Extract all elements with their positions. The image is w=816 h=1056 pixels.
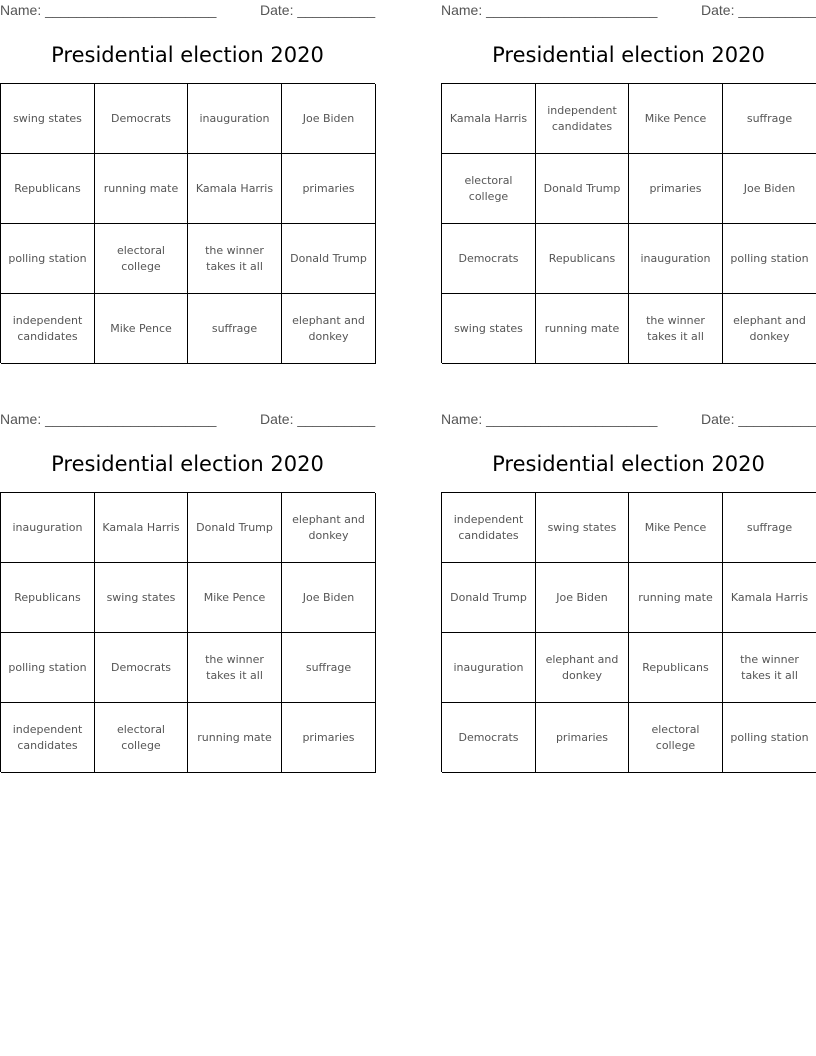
bingo-cell: swing states: [1, 84, 95, 154]
bingo-cell: independent candidates: [442, 493, 536, 563]
bingo-cell: primaries: [629, 154, 723, 224]
bingo-cell: Republicans: [1, 154, 95, 224]
bingo-cell: suffrage: [282, 633, 376, 703]
name-field-label: Name: ______________________: [0, 2, 217, 18]
bingo-cell: polling station: [1, 633, 95, 703]
bingo-cell: independent candidates: [1, 703, 95, 773]
bingo-cell: Kamala Harris: [95, 493, 188, 563]
bingo-cell: Joe Biden: [282, 84, 376, 154]
bingo-cell: elephant and donkey: [723, 294, 816, 364]
bingo-cell: Kamala Harris: [188, 154, 282, 224]
bingo-cell: primaries: [536, 703, 629, 773]
bingo-grid: [441, 83, 816, 363]
bingo-cell: Republicans: [629, 633, 723, 703]
bingo-cell: the winner takes it all: [723, 633, 816, 703]
bingo-cell: Donald Trump: [188, 493, 282, 563]
bingo-cell: suffrage: [723, 493, 816, 563]
bingo-cell: Democrats: [442, 703, 536, 773]
date-field-label: Date: __________: [260, 411, 376, 427]
bingo-cell: Donald Trump: [536, 154, 629, 224]
bingo-cell: primaries: [282, 703, 376, 773]
bingo-cell: inauguration: [188, 84, 282, 154]
card-title: Presidential election 2020: [492, 452, 765, 476]
name-field-label: Name: ______________________: [0, 411, 217, 427]
bingo-grid: [441, 492, 816, 772]
bingo-cell: Republicans: [536, 224, 629, 294]
bingo-cell: running mate: [188, 703, 282, 773]
bingo-cell: polling station: [723, 703, 816, 773]
bingo-cell: inauguration: [442, 633, 536, 703]
bingo-cell: Joe Biden: [723, 154, 816, 224]
bingo-grid: [0, 83, 375, 363]
date-field-label: Date: __________: [701, 2, 816, 18]
bingo-cell: Democrats: [442, 224, 536, 294]
bingo-cell: Mike Pence: [629, 84, 723, 154]
bingo-cell: electoral college: [442, 154, 536, 224]
card-title: Presidential election 2020: [492, 43, 765, 67]
bingo-cell: swing states: [442, 294, 536, 364]
bingo-cell: polling station: [1, 224, 95, 294]
bingo-cell: elephant and donkey: [282, 493, 376, 563]
name-field-label: Name: ______________________: [441, 411, 658, 427]
bingo-cell: inauguration: [629, 224, 723, 294]
bingo-cell: the winner takes it all: [188, 224, 282, 294]
bingo-cell: Kamala Harris: [442, 84, 536, 154]
bingo-cell: Donald Trump: [442, 563, 536, 633]
bingo-card-4: [441, 409, 816, 774]
bingo-cell: the winner takes it all: [188, 633, 282, 703]
bingo-cell: independent candidates: [1, 294, 95, 364]
bingo-cell: Mike Pence: [95, 294, 188, 364]
bingo-cell: running mate: [95, 154, 188, 224]
bingo-cell: elephant and donkey: [282, 294, 376, 364]
bingo-cell: swing states: [536, 493, 629, 563]
bingo-cell: Mike Pence: [629, 493, 723, 563]
bingo-cell: Democrats: [95, 633, 188, 703]
bingo-cell: Joe Biden: [282, 563, 376, 633]
bingo-grid: [0, 492, 375, 772]
bingo-cell: swing states: [95, 563, 188, 633]
bingo-cell: Donald Trump: [282, 224, 376, 294]
bingo-cell: inauguration: [1, 493, 95, 563]
bingo-cell: Joe Biden: [536, 563, 629, 633]
bingo-cell: primaries: [282, 154, 376, 224]
bingo-card-3: [0, 409, 375, 774]
bingo-cell: suffrage: [723, 84, 816, 154]
bingo-cell: independent candidates: [536, 84, 629, 154]
date-field-label: Date: __________: [701, 411, 816, 427]
bingo-cell: electoral college: [629, 703, 723, 773]
name-field-label: Name: ______________________: [441, 2, 658, 18]
bingo-card-2: [441, 0, 816, 365]
card-title: Presidential election 2020: [51, 452, 324, 476]
card-title: Presidential election 2020: [51, 43, 324, 67]
bingo-card-1: [0, 0, 375, 365]
bingo-cell: Republicans: [1, 563, 95, 633]
bingo-cell: Democrats: [95, 84, 188, 154]
bingo-cell: Kamala Harris: [723, 563, 816, 633]
date-field-label: Date: __________: [260, 2, 376, 18]
bingo-cell: running mate: [536, 294, 629, 364]
bingo-cell: Mike Pence: [188, 563, 282, 633]
bingo-cell: electoral college: [95, 703, 188, 773]
bingo-cell: elephant and donkey: [536, 633, 629, 703]
bingo-cell: suffrage: [188, 294, 282, 364]
bingo-cell: the winner takes it all: [629, 294, 723, 364]
bingo-cell: electoral college: [95, 224, 188, 294]
bingo-cell: polling station: [723, 224, 816, 294]
bingo-cell: running mate: [629, 563, 723, 633]
